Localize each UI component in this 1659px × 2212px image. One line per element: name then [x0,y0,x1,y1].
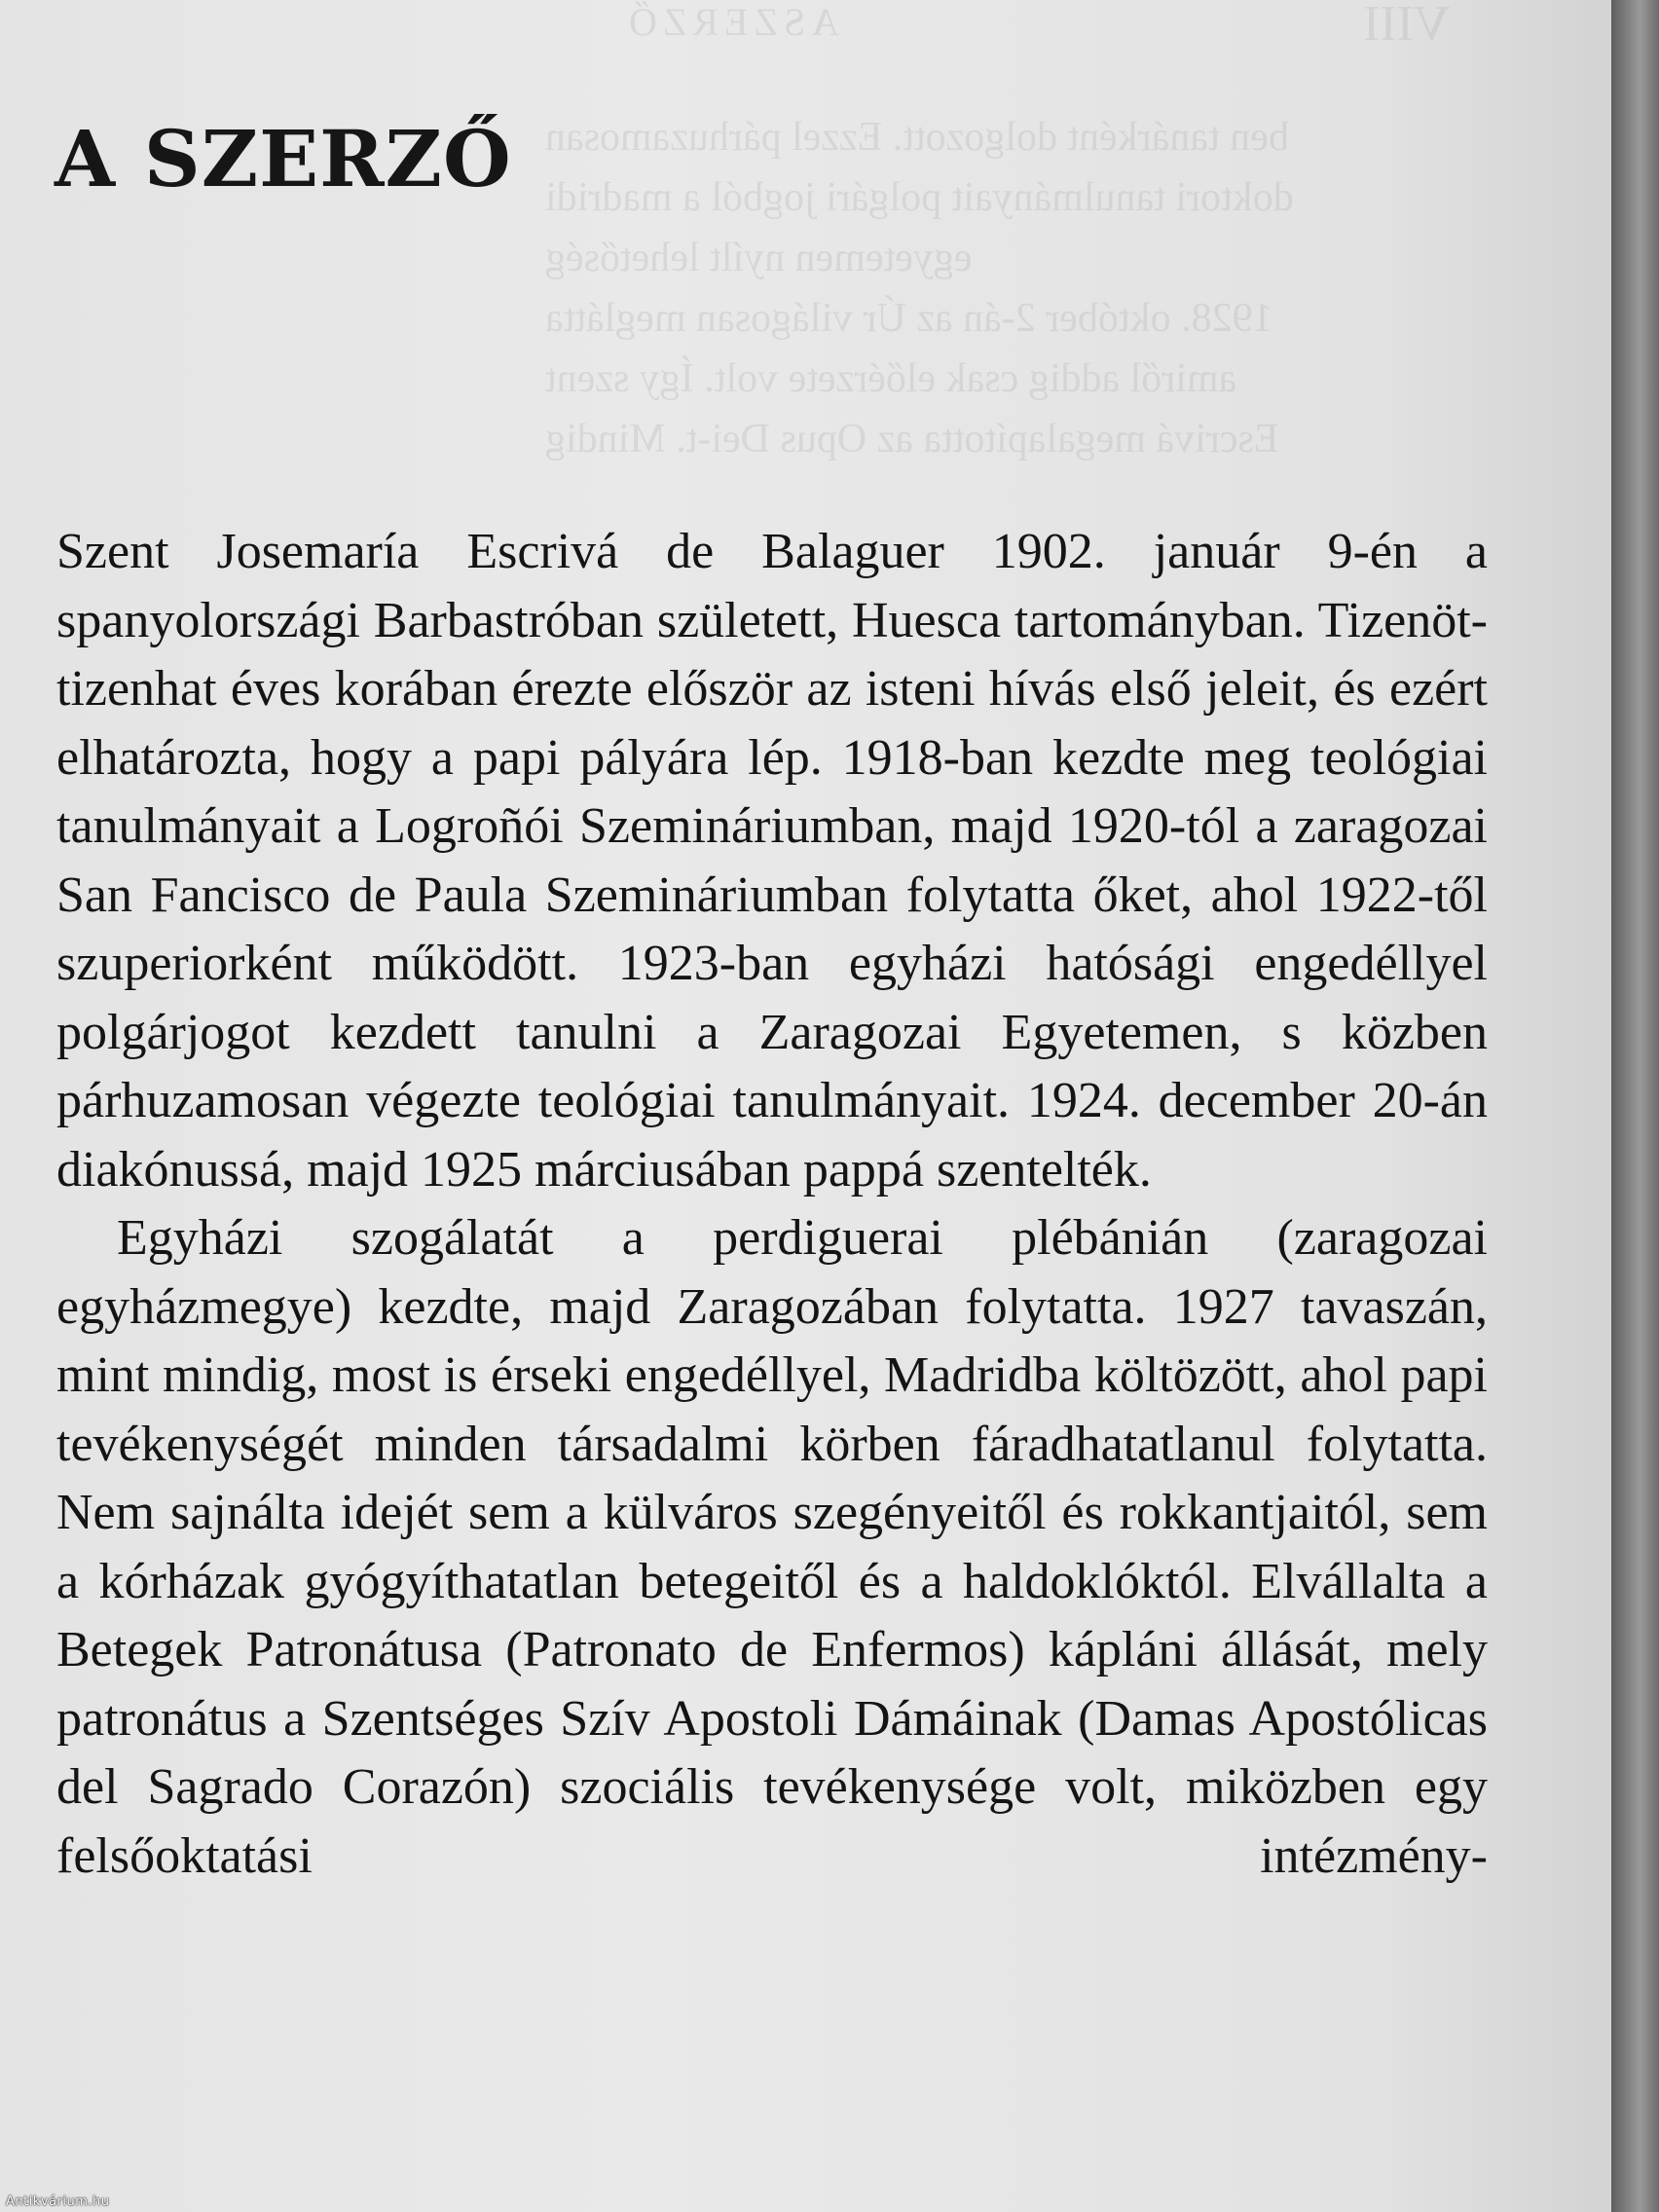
reverse-side-text-showthrough: ben tanárként dolgozott. Ezzel párhuzamosan doktori tanulmányait polgári jogból a madridi egyetemen nyílt lehetőség 1928. október 2-án az Úr világosan meglátta amiről addig csak előérzete volt. Így szent Escrivá megalapította az Opus Dei-t. Mindig [545,115,1294,461]
page-title: A SZERZŐ [55,113,512,204]
watermark: Antikvárium.hu [6,2194,110,2209]
paragraph-1: Szent Josemaría Escrivá de Balaguer 1902. január 9-én a spanyolországi Barbastróban született, Huesca tartományban. Tizenöt-tizenhat éves korában érezte először az isteni hívás első jeleit, és ezért elhatározta, hogy a papi pályára lép. 1918-ban kezdte meg teológiai tanulmányait a Logroñói Szemináriumban, majd 1920-tól a zaragozai San Fancisco de Paula Szemináriumban folytatta őket, ahol 1922-től szuperiorként működött. 1923-ban egyházi hatósági engedéllyel polgárjogot kezdett tanulni a Zaragozai Egyetemen, s közben párhuzamosan végezte teológiai tanulmányait. 1924. december 20-án diakónussá, majd 1925 márciusában pappá szentelték. [56,524,1488,1198]
book-page-edge [1611,0,1659,2212]
body-text [56,518,1488,1891]
paragraph-2: Egyházi szogálatát a perdiguerai plébánián (zaragozai egyházmegye) kezdte, majd Zaragozában folytatta. 1927 tavaszán, mint mindig, most is érseki engedéllyel, Madridba költözött, ahol papi tevékenységét minden társadalmi körben fáradhatatlanul folytatta. Nem sajnálta idejét sem a külváros szegényeitől és rokkantjaitól, sem a kórházak gyógyíthatatlan betegeitől és a haldoklóktól. Elvállalta a Betegek Patronátusa (Patronato de Enfermos) kápláni állását, mely patronátus a Szentséges Szív Apostoli Dámáinak (Damas Apostólicas del Sagrado Corazón) szociális tevékenysége volt, miközben egy felsőoktatási intézmény- [56,1210,1488,1884]
reverse-side-page-number-showthrough: VIII [1363,0,1451,52]
reverse-side-header-showthrough: ASZERZŐ [623,0,839,44]
